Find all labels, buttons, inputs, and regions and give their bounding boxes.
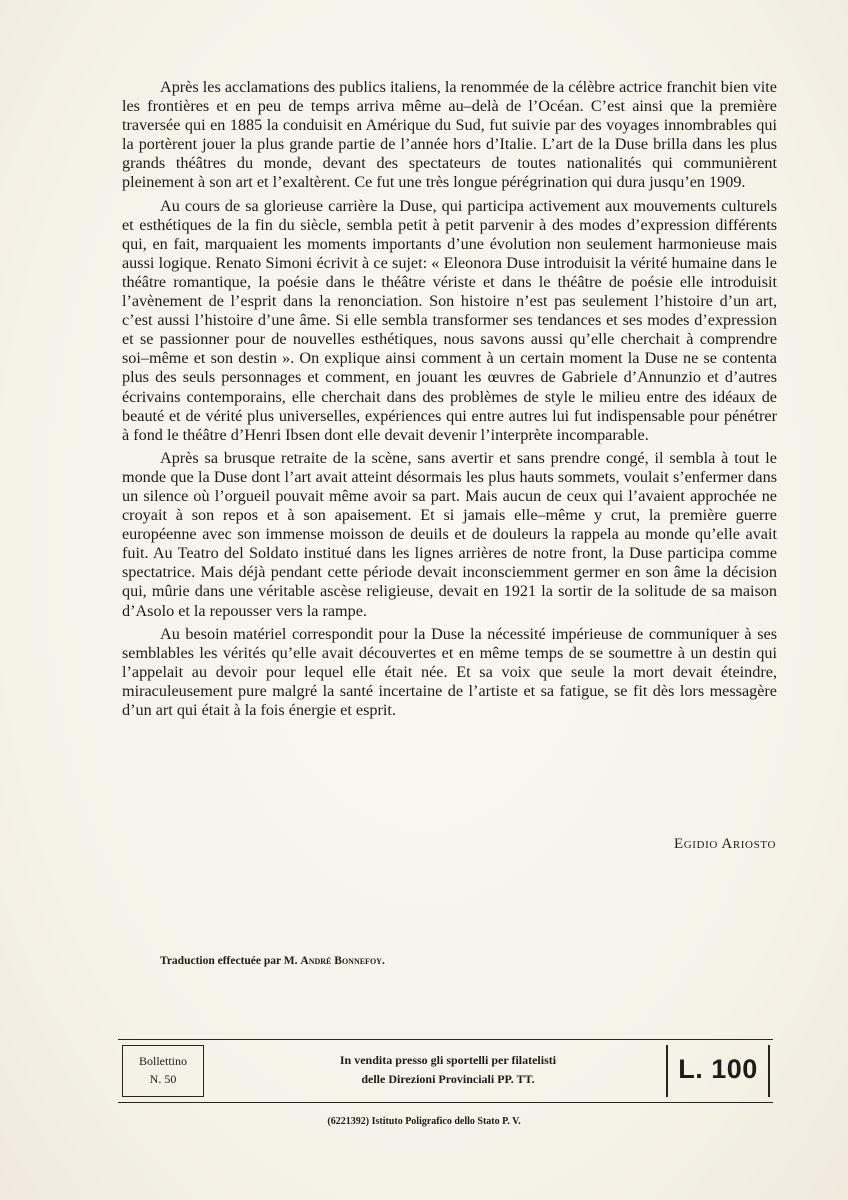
sales-info xyxy=(268,1045,628,1089)
author-signature: Egidio Ariosto xyxy=(673,836,776,852)
sales-line-1: In vendita presso gli sportelli per filatelisti xyxy=(339,1053,557,1067)
paragraph-2: Au cours de sa glorieuse carrière la Duse, qui participa activement aux mouvements culturels et esthétiques de la fin du siècle, sembla petit à petit parvenir à des modes d’expression différents qui, en fait, marquaient les moments importants d’une évolution non seulement harmonieuse mais aussi logique. Renato Simoni écrivit à ce sujet: « Eleonora Duse introduisit la vérité humaine dans le théâtre romantique, la poésie dans le théâtre vériste et dans le théâtre de poésie elle introduisit l’avènement de l’esprit dans la renonciation. Son histoire n’est pas seulement l’histoire d’un art, c’est aussi l’histoire d’une âme. Si elle sembla transformer ses tendances et ses modes d’expression et se passionner pour de nouvelles esthétiques, nous savons aussi qu’elle cherchait à comprendre soi–même et son destin ». On explique ainsi comment à un certain moment la Duse ne se contenta plus des seuls personnages et comment, en jouant les œuvres de Gabriele d’Annunzio et d’autres écrivains contemporains, elle cherchait dans des problèmes de style le milieu entre des idéaux de beauté et de vérité plus universelles, expériences qui entre autres lui fut indispensable pour pénétrer à fond le théâtre d’Henri Ibsen dont elle devait devenir l’interprète incomparable. xyxy=(122,196,777,444)
paragraph-1: Après les acclamations des publics italiens, la renommée de la célèbre actrice franchit bien vite les frontières et en peu de temps arriva même au–delà de l’Océan. C’est ainsi que la première traversée qui en 1885 la conduisit en Amérique du Sud, fut suivie par des voyages innombrables qui la portèrent jouer la plus grande partie de l’année hors d’Italie. L’art de la Duse brilla dans les plus grands théâtres du monde, devant des spectateurs de toutes nationalités qui communièrent pleinement à son art et l’exaltèrent. Ce fut une très longue pérégrination qui dura jusqu’en 1909. xyxy=(122,78,777,192)
bulletin-box xyxy=(122,1045,204,1097)
article-body xyxy=(122,78,777,724)
translation-prefix: Traduction effectuée par M. xyxy=(160,955,298,967)
footer-inner xyxy=(118,1045,773,1097)
printer-line: (6221392) Istituto Poligrafico dello Stato P. V. xyxy=(327,1116,521,1127)
sales-line-2: delle Direzioni Provinciali PP. TT. xyxy=(361,1072,535,1086)
bulletin-label: Bollettino xyxy=(139,1054,187,1068)
translator-name: André Bonnefoy. xyxy=(300,955,385,967)
footer-sales-box xyxy=(118,1039,773,1103)
paragraph-4: Au besoin matériel correspondit pour la Duse la nécessité impérieuse de communiquer à ses semblables les vérités qu’elle avait découvertes et en même temps de se soumettre à un destin qui l’appelait au devoir pour lequel elle était née. Et sa voix que seule la mort devait éteindre, miraculeusement pure malgré la santé incertaine de l’artiste et sa fatigue, se fit dès lors messagère d’un art qui était à la fois énergie et esprit. xyxy=(122,624,777,719)
bulletin-number: N. 50 xyxy=(149,1072,177,1086)
paragraph-3: Après sa brusque retraite de la scène, sans avertir et sans prendre congé, il sembla à tout le monde que la Duse dont l’art avait atteint désormais les plus hauts sommets, voulait s’enfermer dans un silence où l’orgueil pouvait même avoir sa part. Mais aucun de ceux qui l’avaient approchée ne croyait à son repos et à son apaisement. Et si jamais elle–même y crut, la première guerre européenne avec son immense moisson de deuils et de douleurs la rappela au monde qu’elle avait fuit. Au Teatro del Soldato institué dans les lignes arrières de notre front, la Duse participa comme spectatrice. Mais déjà pendant cette période devait inconsciemment germer en son âme la décision qui, mûrie dans une véritable ascèse religieuse, devait en 1921 la sortir de la solitude de sa maison d’Asolo et la repousser vers la rampe. xyxy=(122,448,777,620)
translation-credit xyxy=(160,955,385,967)
price-label: L. 100 xyxy=(666,1045,770,1097)
